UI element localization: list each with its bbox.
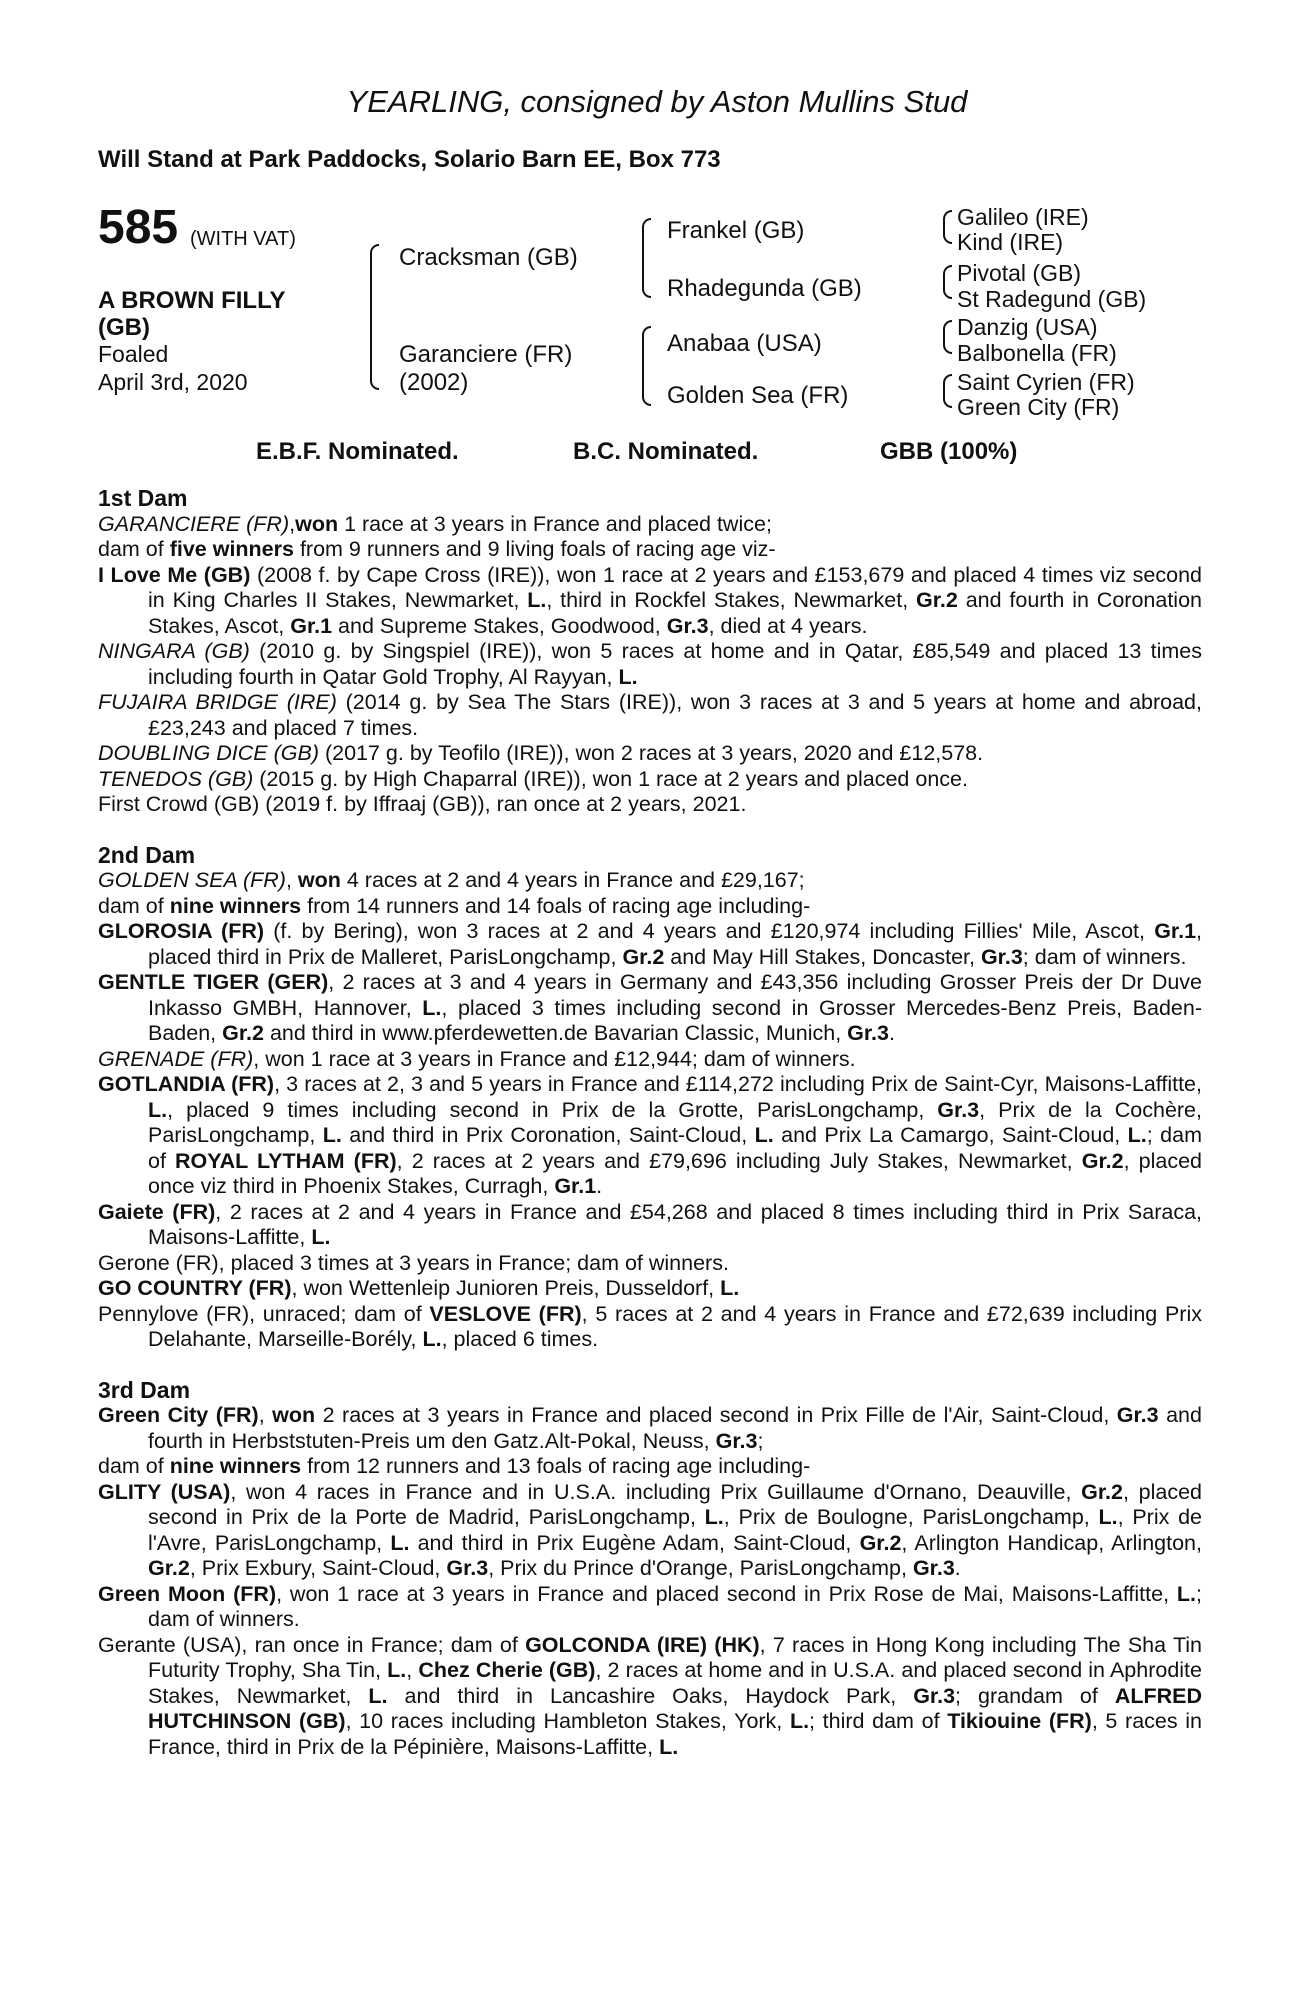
dam-entry [98,1047,1202,1073]
text-segment: Gr.3 [715,1428,758,1453]
dam-entry [98,1633,1202,1761]
text-segment: (2010 g. by Singspiel (IRE)), won 5 races at home and in Qatar, £85,549 and placed 13 times including fourth in Qatar Gold Trophy, Al Rayyan, [148,639,1202,689]
page-title: YEARLING, consigned by Aston Mullins Stud [346,84,968,119]
text-segment: L. [422,995,442,1020]
pedigree-g3-6: Balbonella (FR) [957,340,1117,366]
stand-location: Will Stand at Park Paddocks, Solario Barn EE, Box 773 [98,146,721,173]
text-segment: Gaiete (FR) [98,1199,216,1224]
text-segment: L. [704,1505,724,1529]
text-segment: ; grandam of [955,1683,1115,1708]
foaled-label: Foaled [98,341,169,367]
text-segment: I Love Me (GB) [98,562,251,587]
text-segment: Gr.2 [1081,1148,1124,1173]
dam-entry [98,1454,1202,1480]
lot-sex: A BROWN FILLY [98,287,286,314]
bracket-g3-1 [943,210,952,244]
text-segment: Gerante (USA), ran once in France; dam of [98,1632,526,1657]
lot-number: 585 [98,201,179,254]
text-segment: DOUBLING DICE (GB) [98,741,319,765]
dam-entry [98,767,1202,793]
text-segment: 4 races at 2 and 4 years in France and £29,167; [340,868,805,892]
text-segment: , 2 races at 2 and 4 years in France and £54,268 and placed 8 times including third in Prix Saraca, Maisons-Laffitte, [148,1199,1202,1249]
text-segment: won [295,511,339,536]
text-segment: , 5 races at 2 and 4 years in France and £72,639 including Prix Delahante, Marseille-Borély, [148,1301,1202,1351]
text-segment: dam of [98,1454,170,1478]
text-segment: ALFRED HUTCHINSON (GB) [148,1683,1202,1733]
dam-entry [98,868,1202,894]
dam-entry [98,1276,1202,1302]
text-segment: (f. by Bering), won 3 races at 2 and 4 years and £120,974 including Fillies' Mile, Ascot, [264,919,1155,943]
pedigree-g2-2: Rhadegunda (GB) [667,275,862,302]
text-segment: Gr.2 [148,1556,190,1580]
section-gap [98,818,1202,843]
text-segment: 1 race at 3 years in France and placed twice; [338,511,772,536]
dam-entry [98,1403,1202,1454]
pedigree-g3-1: Galileo (IRE) [957,204,1089,230]
text-segment: , placed second in Prix de la Porte de Madrid, ParisLongchamp, [148,1479,1203,1529]
pedigree-g3-7: Saint Cyrien (FR) [957,369,1135,395]
text-segment: FUJAIRA BRIDGE (IRE) [98,690,337,714]
text-segment: Gr.3 [980,944,1023,969]
text-segment: and fourth in Coronation Stakes, Ascot, [148,588,1202,638]
text-segment: , Prix de Boulogne, ParisLongchamp, [723,1505,1099,1529]
text-segment: GOTLANDIA (FR) [98,1072,275,1096]
text-segment: , Arlington Handicap, Arlington, [901,1530,1202,1555]
text-segment: , won 4 races in France and in U.S.A. including Prix Guillaume d'Ornano, Deauville, [230,1479,1082,1504]
dam-entry [98,690,1202,741]
text-segment: , won 1 race at 3 years in France and placed second in Prix Rose de Mai, Maisons-Laffitte, [276,1581,1177,1606]
text-segment: Gerone (FR), placed 3 times at 3 years in France; dam of winners. [98,1250,729,1275]
text-segment: First Crowd (GB) (2019 f. by Iffraaj (GB)), ran once at 2 years, 2021. [98,792,747,816]
text-segment: (2015 g. by High Chaparral (IRE)), won 1 race at 2 years and placed once. [253,766,968,791]
text-segment: L. [789,1709,810,1733]
text-segment: , 3 races at 2, 3 and 5 years in France and £114,272 including Prix de Saint-Cyr, Maisons-Laffitte, [274,1072,1202,1096]
dam-entry [98,537,1202,563]
text-segment: Gr.2 [622,944,665,969]
text-segment: L. [720,1276,740,1300]
text-segment: TENEDOS (GB) [98,766,254,791]
bracket-main [370,244,379,390]
dam-entry [98,792,1202,818]
text-segment: and third in Prix Eugène Adam, Saint-Cloud, [409,1530,860,1555]
bracket-g3-4 [943,374,952,408]
text-segment: and third in www.pferdewetten.de Bavarian Classic, Munich, [263,1021,848,1045]
text-segment: Green City (FR) [98,1403,259,1427]
text-segment: (2008 f. by Cape Cross (IRE)), won 1 race at 2 years and £153,679 and placed 4 times viz second in King Charles II Stakes, Newmarket, [148,562,1202,612]
text-segment: , won 1 race at 3 years in France and £12,944; dam of winners. [253,1046,856,1071]
text-segment: . [596,1174,603,1198]
pedigree-g3-8: Green City (FR) [957,394,1120,420]
text-segment: Gr.1 [554,1174,597,1198]
text-segment: from 9 runners and 9 living foals of racing age viz- [293,537,776,561]
text-segment: Gr.3 [1116,1403,1159,1427]
dam-entry [98,1582,1202,1633]
vat-note: (WITH VAT) [190,228,296,250]
pedigree-g3-4: St Radegund (GB) [957,286,1147,312]
nomination-ebf: E.B.F. Nominated. [256,438,459,465]
text-segment: and third in Prix Coronation, Saint-Cloud, [341,1123,755,1147]
text-segment: Chez Cherie (GB) [418,1658,596,1682]
text-segment: Tikiouine (FR) [947,1709,1092,1733]
lot-country: (GB) [98,314,150,341]
text-segment: L. [390,1530,410,1555]
text-segment: ; dam of [148,1123,1202,1173]
dam-entry [98,1480,1202,1582]
text-segment: ; third dam of [809,1709,948,1733]
text-segment: , 5 races in France, third in Prix de la Pépinière, Maisons-Laffitte, [148,1709,1202,1759]
text-segment: Gr.2 [859,1530,902,1555]
text-segment: (2017 g. by Teofilo (IRE)), won 2 races at 3 years, 2020 and £12,578. [319,741,984,765]
text-segment: L. [368,1683,388,1708]
text-segment: L. [1127,1123,1147,1147]
bracket-dam [642,326,651,406]
text-segment: and fourth in Herbststuten-Preis um den Gatz.Alt-Pokal, Neuss, [148,1403,1202,1453]
text-segment: won [297,868,341,892]
text-segment: L. [754,1123,774,1147]
text-segment: L. [659,1734,679,1759]
text-segment: , placed 3 times including second in Grosser Mercedes-Benz Preis, Baden-Baden, [148,995,1203,1045]
text-segment: NINGARA (GB) [98,639,250,663]
text-segment: GOLDEN SEA (FR) [98,868,286,892]
text-segment: , [406,1658,419,1682]
text-segment: ; dam of winners. [148,1581,1202,1631]
text-segment: VESLOVE (FR) [429,1301,582,1326]
text-segment: , 7 races in Hong Kong including The Sha Tin Futurity Trophy, Sha Tin, [148,1632,1203,1682]
text-segment: GENTLE TIGER (GER) [98,970,329,994]
text-segment: Gr.3 [847,1021,889,1045]
dam-entry [98,894,1202,920]
text-segment: 2 races at 3 years in France and placed second in Prix Fille de l'Air, Saint-Cloud, [315,1403,1117,1427]
dam-entry [98,1251,1202,1277]
text-segment: L. [618,664,638,689]
text-segment: L. [322,1123,342,1147]
text-segment: L. [1176,1581,1197,1606]
dam-entry [98,1302,1202,1353]
text-segment: ; [757,1428,764,1453]
text-segment: , 10 races including Hambleton Stakes, York, [345,1709,790,1733]
text-segment: , 2 races at 2 years and £79,696 including July Stakes, Newmarket, [396,1148,1082,1173]
text-segment: and third in Lancashire Oaks, Haydock Park, [387,1683,914,1708]
dam-heading: 2nd Dam [98,841,196,868]
text-segment: Gr.1 [290,613,333,638]
text-segment: , placed 6 times. [441,1327,599,1351]
pedigree-g3-2: Kind (IRE) [957,229,1064,255]
text-segment: , 2 races at 3 and 4 years in Germany and £43,356 including Grosser Preis der Dr Duve Inkasso GMBH, Hannover, [148,970,1203,1020]
pedigree-dam: Garanciere (FR) [399,341,573,368]
text-segment: ROYAL LYTHAM (FR) [175,1148,397,1173]
text-segment: , placed third in Prix de Malleret, ParisLongchamp, [148,919,1203,969]
text-segment: nine winners [169,1454,302,1478]
text-segment: dam of [98,893,170,918]
foaled-info [98,340,248,396]
text-segment: and Supreme Stakes, Goodwood, [332,613,667,638]
text-segment: Gr.3 [937,1097,980,1122]
text-segment: Gr.3 [913,1683,956,1708]
text-segment: . [889,1021,895,1045]
text-segment: , won Wettenleip Junioren Preis, Dusseldorf, [291,1276,721,1300]
text-segment: won [272,1403,316,1427]
text-segment: GOLCONDA (IRE) (HK) [525,1632,760,1657]
text-segment: , Prix de l'Avre, ParisLongchamp, [148,1505,1202,1555]
bracket-sire [642,218,651,298]
pedigree-g3-3: Pivotal (GB) [957,260,1081,286]
text-segment: , placed 9 times including second in Prix de la Grotte, ParisLongchamp, [167,1097,938,1122]
lot-description [98,287,286,341]
text-segment: Gr.3 [446,1556,489,1580]
text-segment: , 2 races at home and in U.S.A. and placed second in Aphrodite Stakes, Newmarket, [148,1658,1202,1708]
text-segment: Gr.2 [1081,1479,1123,1504]
text-segment: and Prix La Camargo, Saint-Cloud, [773,1123,1128,1147]
text-segment: Pennylove (FR), unraced; dam of [98,1301,430,1326]
pedigree-g2-4: Golden Sea (FR) [667,382,849,409]
text-segment: (2014 g. by Sea The Stars (IRE)), won 3 races at 3 and 5 years at home and abroad, £23,243 and placed 7 times. [148,690,1202,740]
text-segment: L. [387,1658,407,1682]
text-segment: Gr.2 [222,1021,264,1045]
pedigree-g2-3: Anabaa (USA) [667,330,822,357]
text-segment: , Prix de la Cochère, ParisLongchamp, [148,1097,1202,1147]
text-segment: L. [148,1097,168,1122]
bracket-g3-2 [943,265,952,299]
dam-entry [98,919,1202,970]
section-gap [98,1353,1202,1378]
text-segment: L. [311,1225,331,1249]
nomination-bc: B.C. Nominated. [573,438,759,465]
nomination-gbb: GBB (100%) [880,438,1018,465]
text-segment: , [289,511,296,536]
pedigree-g3-5: Danzig (USA) [957,314,1098,340]
text-segment: Gr.3 [912,1556,955,1580]
text-segment: GLITY (USA) [98,1479,231,1504]
text-segment: L. [527,588,547,612]
text-segment: , Prix du Prince d'Orange, ParisLongchamp, [488,1556,913,1580]
dam-entry [98,639,1202,690]
text-segment: from 14 runners and 14 foals of racing age including- [301,893,811,918]
text-segment: L. [422,1327,442,1351]
text-segment: and May Hill Stakes, Doncaster, [664,944,981,969]
text-segment: Green Moon (FR) [98,1581,277,1606]
dam-entry [98,1072,1202,1200]
text-segment: GO COUNTRY (FR) [98,1276,292,1300]
text-segment: dam of [98,537,170,561]
text-segment: from 12 runners and 13 foals of racing age including- [301,1454,811,1478]
text-segment: , third in Rockfel Stakes, Newmarket, [546,588,917,612]
text-segment: Gr.1 [1154,919,1197,943]
text-segment: , Prix Exbury, Saint-Cloud, [189,1556,447,1580]
text-segment: Gr.3 [666,613,709,638]
dam-records [98,486,1202,1760]
text-segment: GARANCIERE (FR) [98,511,290,536]
text-segment: Gr.2 [916,588,958,612]
text-segment: GLOROSIA (FR) [98,919,265,943]
text-segment: . [954,1556,961,1580]
text-segment: , [258,1403,273,1427]
text-segment: five winners [169,537,294,561]
pedigree-g2-1: Frankel (GB) [667,217,805,244]
text-segment: GRENADE (FR) [98,1046,254,1071]
text-segment: ; dam of winners. [1022,944,1187,969]
dam-entry [98,970,1202,1047]
dam-entry [98,512,1202,538]
text-segment: , [285,868,298,892]
bracket-g3-3 [943,320,952,354]
dam-entry [98,741,1202,767]
text-segment: L. [1098,1505,1118,1529]
dam-heading: 3rd Dam [98,1376,191,1403]
text-segment: nine winners [169,893,302,918]
dam-entry [98,563,1202,640]
foaled-date: April 3rd, 2020 [98,369,248,395]
dam-entry [98,1200,1202,1251]
dam-heading: 1st Dam [98,485,188,511]
text-segment: , died at 4 years. [708,613,868,638]
text-segment: , placed once viz third in Phoenix Stakes, Curragh, [148,1148,1202,1198]
pedigree-dam-year: (2002) [399,369,469,396]
pedigree-sire: Cracksman (GB) [399,244,578,271]
